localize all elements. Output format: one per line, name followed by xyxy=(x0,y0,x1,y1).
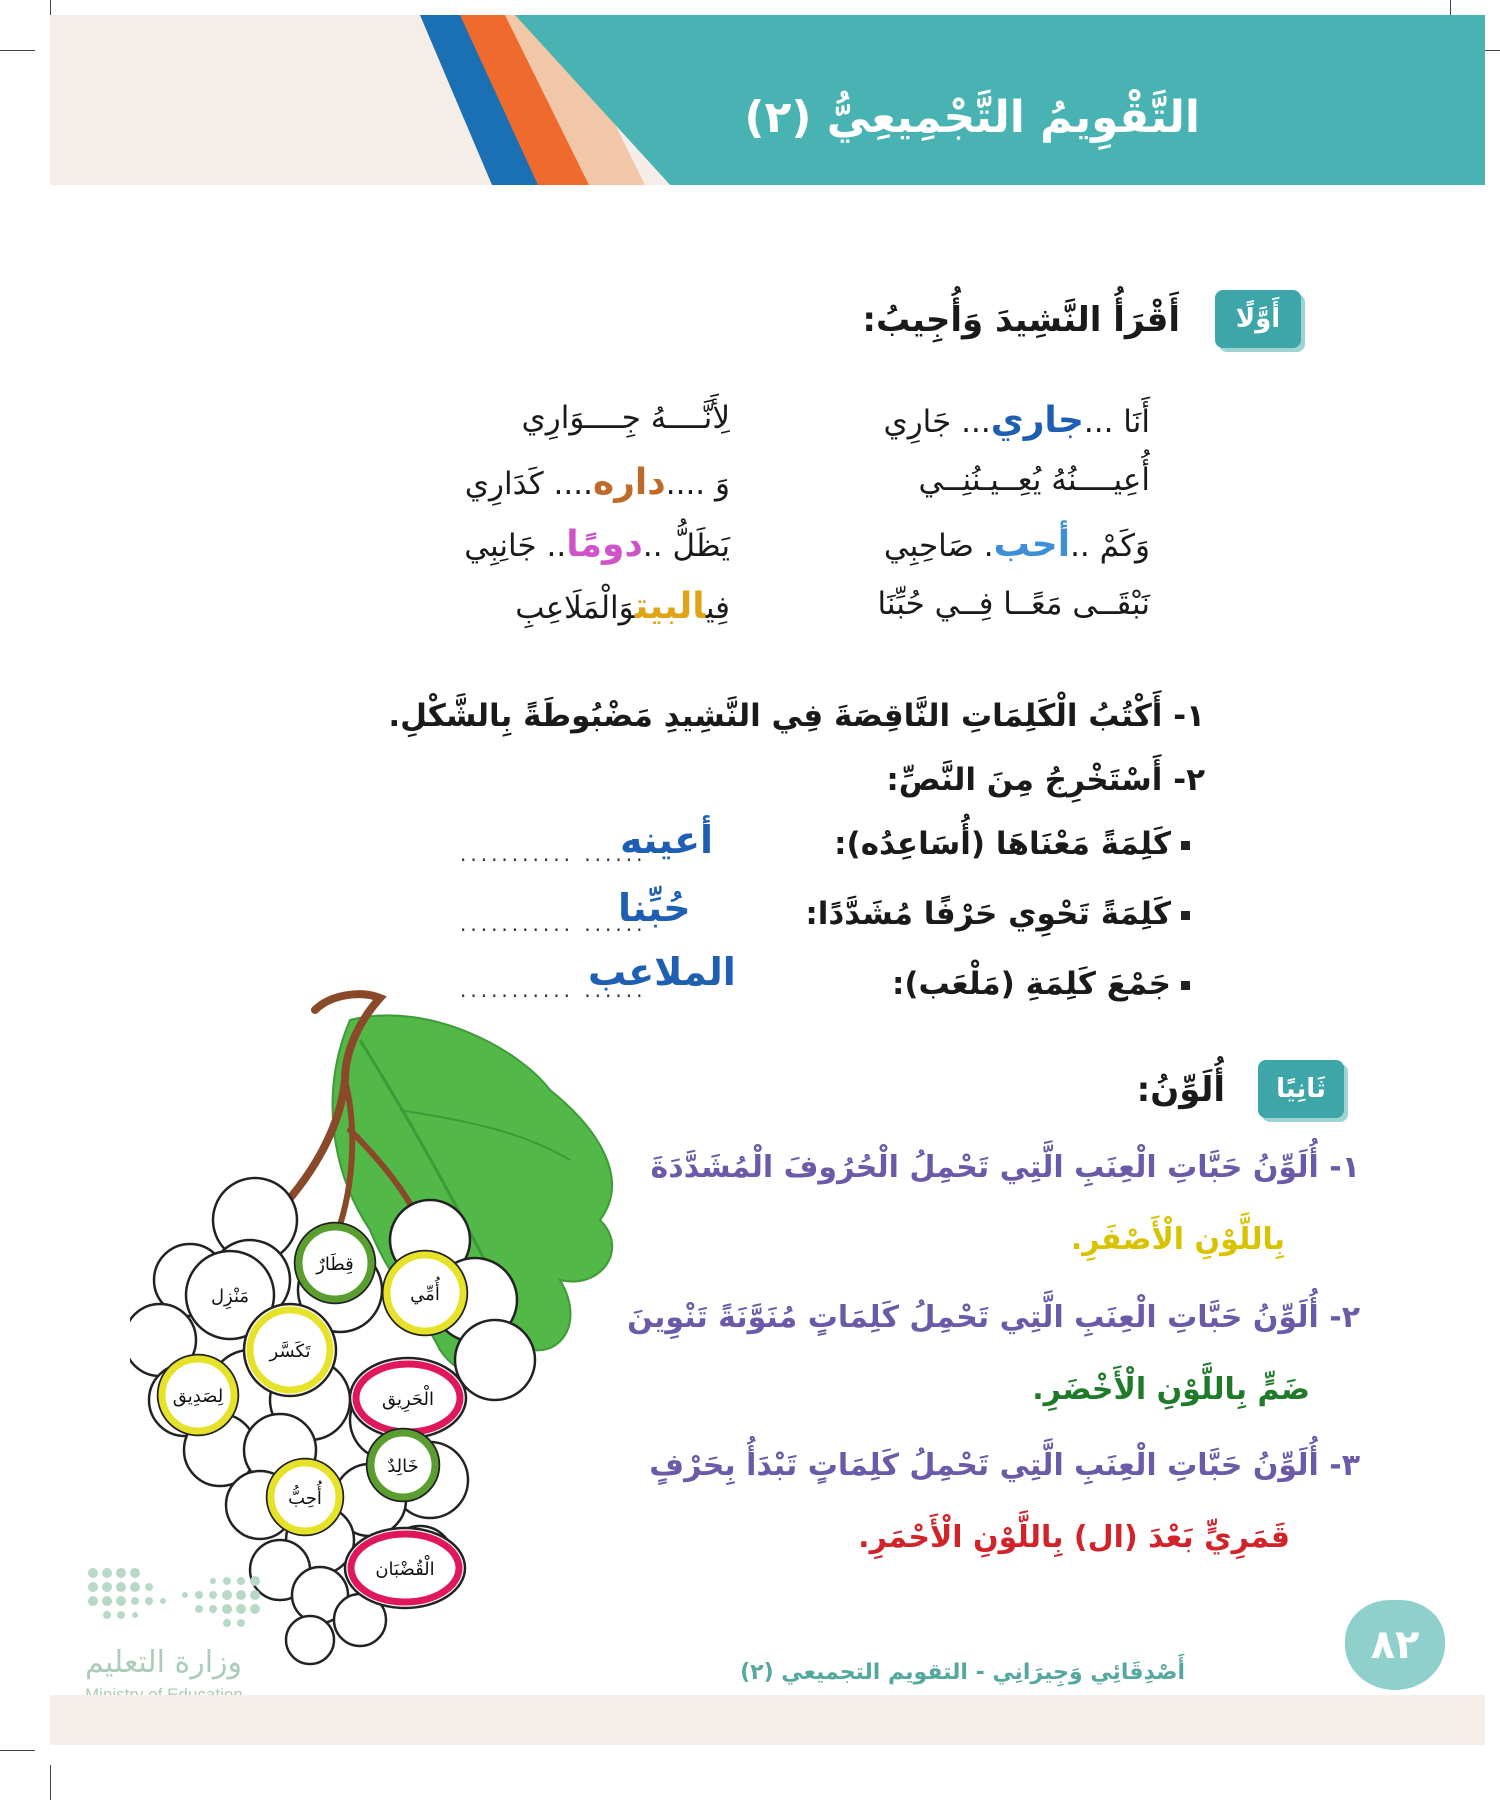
item-1-label: كَلِمَةً مَعْنَاهَا (أُسَاعِدُه): xyxy=(834,826,1190,862)
poem-row-1-right: أَنَا ...جاري... جَارِي xyxy=(883,400,1150,441)
page-number-badge xyxy=(1345,1600,1445,1690)
answer-line-2: ........... ...... xyxy=(460,912,647,936)
grape-word: الْحَرِيق xyxy=(381,1389,435,1410)
poem-fill-word: داره xyxy=(592,462,666,503)
answer-line-3: ........... ...... xyxy=(460,978,647,1002)
grape-berry xyxy=(455,1320,535,1400)
poem-row-1-left: لِأَنَّــــهُ جِــــوَارِي xyxy=(521,400,730,436)
grape-word: خَالِدٌ xyxy=(387,1456,419,1477)
poem-fill-word: أحب xyxy=(993,524,1071,565)
poem xyxy=(430,400,1150,660)
page-number: ٨٢ xyxy=(1370,1622,1420,1668)
answer-line-1: ........... ...... xyxy=(460,842,647,866)
question-2: ٢- أَسْتَخْرِجُ مِنَ النَّصِّ: xyxy=(886,762,1205,798)
grape-word: قِطَارٌ xyxy=(316,1254,354,1275)
ministry-logo-dots xyxy=(85,1565,265,1635)
poem-fill-word: البيت xyxy=(634,586,706,627)
instruction-3-line-2: قَمَرِيٍّ بَعْدَ (ال) بِاللَّوْنِ الْأَحْمَرِ. xyxy=(858,1520,1290,1555)
ministry-name-ar: وزارة التعليم xyxy=(85,1645,243,1680)
instruction-2-line-2: ضَمٍّ بِاللَّوْنِ الْأَخْضَرِ. xyxy=(1032,1372,1310,1407)
poem-row-4-left: فِيالبيتوَالْمَلَاعِبِ xyxy=(515,586,730,627)
grape-word: أُمِّي xyxy=(410,1284,440,1305)
grape-word: الْقُضْبَان xyxy=(375,1559,435,1580)
poem-fill-word: جاري xyxy=(990,400,1084,441)
answer-2: حُبِّنا xyxy=(618,886,691,930)
question-1: ١- أَكْتُبُ الْكَلِمَاتِ النَّاقِصَةَ فِي النَّشِيدِ مَضْبُوطَةً بِالشَّكْلِ. xyxy=(388,698,1205,734)
instruction-1-line-2: بِاللَّوْنِ الْأَصْفَرِ. xyxy=(1070,1222,1285,1257)
instruction-3-line-1: ٣- أُلَوِّنُ حَبَّاتِ الْعِنَبِ الَّتِي تَحْمِلُ كَلِمَاتٍ تَبْدَأُ بِحَرْفٍ xyxy=(649,1448,1360,1483)
grape-word: لِصَدِيق xyxy=(172,1386,224,1407)
instruction-1-line-1: ١- أُلَوِّنُ حَبَّاتِ الْعِنَبِ الَّتِي تَحْمِلُ الْحُرُوفَ الْمُشَدَّدَةَ xyxy=(650,1150,1360,1185)
section-heading-read: أَقْرَأُ النَّشِيدَ وَأُجِيبُ: xyxy=(862,300,1180,340)
section-heading-color: أُلَوِّنُ: xyxy=(1136,1070,1225,1110)
grape-word: مَنْزِل xyxy=(210,1286,250,1307)
grape-berry xyxy=(286,1616,334,1664)
bullet-icon xyxy=(1181,841,1190,850)
poem-fill-word: دومًا xyxy=(566,524,643,565)
instruction-2-line-1: ٢- أُلَوِّنُ حَبَّاتِ الْعِنَبِ الَّتِي تَحْمِلُ كَلِمَاتٍ مُنَوَّنَةً تَنْوِينَ xyxy=(627,1300,1360,1335)
bullet-icon xyxy=(1181,981,1190,990)
item-3-label: جَمْعَ كَلِمَةِ (مَلْعَب): xyxy=(892,966,1190,1002)
poem-row-3-left: يَظَلُّ ..دومًا.. جَانِبِي xyxy=(464,524,730,565)
footer-band xyxy=(50,1695,1485,1745)
poem-row-2-right: أُعِيــــنُهُ يُعِــيـنُنِــي xyxy=(918,462,1150,498)
section-badge-first: أَوَّلًا xyxy=(1215,290,1301,348)
footer-caption: أَصْدِقَائِي وَجِيرَانِي - التقويم التجميعي (٢) xyxy=(740,1660,1185,1685)
poem-row-3-right: وَكَمْ ..أحب. صَاحِبِي xyxy=(883,524,1150,565)
grape-word: تَكَسَّر xyxy=(269,1341,311,1362)
bullet-icon xyxy=(1181,911,1190,920)
page-title: التَّقْوِيمُ التَّجْمِيعِيُّ (٢) xyxy=(744,92,1200,143)
answer-1: أعينه xyxy=(620,818,714,862)
grape-word: أُحِبُّ xyxy=(288,1488,322,1509)
section-badge-second: ثَانِيًا xyxy=(1258,1060,1344,1118)
item-2-label: كَلِمَةً تَحْوِي حَرْفًا مُشَدَّدًا: xyxy=(805,896,1190,932)
poem-row-2-left: وَ ....داره.... كَدَارِي xyxy=(464,462,730,503)
poem-row-4-right: نَبْقَــى مَعًــا فِــي حُبِّنَا xyxy=(877,586,1150,622)
answer-3: الملاعب xyxy=(588,950,736,994)
